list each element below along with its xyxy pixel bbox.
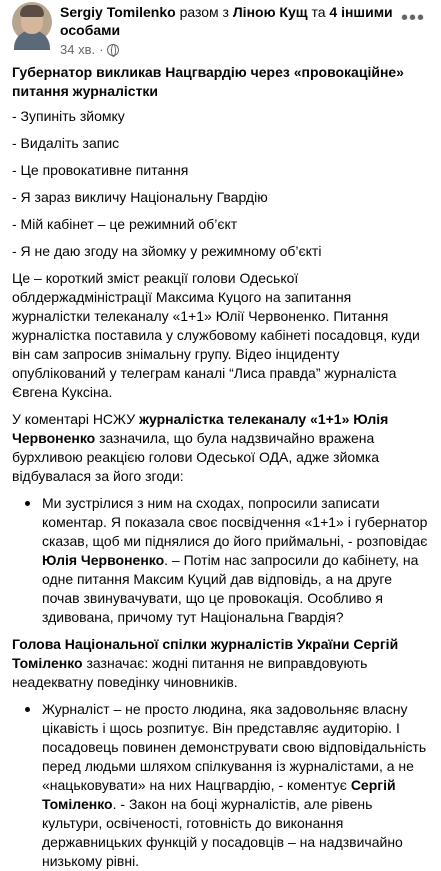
quote-line: - Я зараз викличу Національну Гвардію [12, 189, 268, 205]
bullet2-post: . - Закон на боці журналістів, але рівень культури, освіченості, готовність до виконання державницьких функцій у посадовців – на надзвичайно низькому рівні. [42, 796, 403, 869]
union-head-paragraph [12, 635, 429, 692]
para3-bold: Голова Національної спілки журналістів України Сергій Томіленко [12, 636, 399, 671]
post-timestamp-link[interactable]: 34 хв. [60, 42, 96, 57]
para2-post: зазначила, що була надзвичайно вражена бурхливою реакцією голови Одеської ОДА, адже зйомка відбувалася за його згоди: [12, 430, 380, 484]
bullet1-post: . – Потім нас запросили до кабінету, на одне питання Максим Куций дав відповідь, а на друге почав звинувачувати, що це провокація. Особливо я здивована, причому тут Національна Гвардія? [42, 552, 419, 625]
quote-line: - Зупиніть зйомку [12, 108, 125, 124]
bullet1-pre: Ми зустрілися з ним на сходах, попросили записати коментар. Я показала своє посвідчення «1+1» і губернатор сказав, щоб ми піднялися до його приймальні, - розповідає [42, 495, 428, 549]
bullet2-pre: Журналіст – не просто людина, яка задовольняє власну цікавість і щось розпитує. Він представляє аудиторію. І посадовець повинен демонструвати свою відповідальність перед людьми шляхом спілкування із журналістами, а не «нацьковувати» на них Нацгвардію, - коментує [42, 701, 427, 793]
quote-line: - Я не даю згоду на зйомку у режимному об’єкті [12, 243, 322, 259]
more-options-icon[interactable]: ••• [400, 6, 425, 29]
globe-icon[interactable] [107, 44, 119, 56]
quote-line: - Це провокативне питання [12, 162, 189, 178]
post-meta [60, 2, 397, 58]
bullet-list-1 [12, 494, 429, 627]
comment-intro-paragraph [12, 410, 429, 486]
and-text: та [311, 4, 326, 20]
author-name-link[interactable]: Sergiy Tomilenko [60, 4, 176, 20]
bullet2-bold: Сергій Томіленко [42, 777, 396, 812]
bullet-list-2 [12, 700, 429, 871]
post-title: Губернатор викликав Нацгвардію через «провокаційне» питання журналістки [12, 64, 404, 99]
avatar-hair [20, 5, 44, 17]
tagged-others-link[interactable]: 4 іншими особами [60, 4, 393, 38]
quote-line: - Мій кабінет – це режимний об’єкт [12, 216, 238, 232]
tagged-person-link[interactable]: Ліною Кущ [232, 4, 308, 20]
post-subline [60, 42, 397, 58]
quote-list [12, 107, 429, 261]
author-avatar[interactable] [12, 2, 52, 42]
bullet-item [42, 494, 429, 627]
separator-dot: · [99, 42, 104, 57]
summary-paragraph: Це – короткий зміст реакції голови Одеської облдержадміністрації Максима Куцого на запитання журналістки телеканалу «1+1» Юлії Червоненко. Питання журналістка поставила у службовому кабінеті посадовця, куди він сам запросив знімальну групу. Відео інциденту опублікований у телеграм каналі “Лиса правда” журналіста Євгена Куксіна. [12, 270, 420, 400]
author-line [60, 3, 397, 39]
para3-post: зазначає: жодні питання не виправдовують неадекватну поведінку чиновників. [12, 655, 368, 690]
with-text: разом з [179, 4, 229, 20]
para2-pre: У коментарі НСЖУ [12, 411, 140, 427]
bullet-item [42, 700, 429, 871]
post-header [12, 0, 429, 58]
bullet1-bold: Юлія Червоненко [42, 552, 165, 568]
para2-bold: журналістка телеканалу «1+1» Юлія Червоненко [12, 411, 389, 446]
quote-line: - Видаліть запис [12, 135, 120, 151]
